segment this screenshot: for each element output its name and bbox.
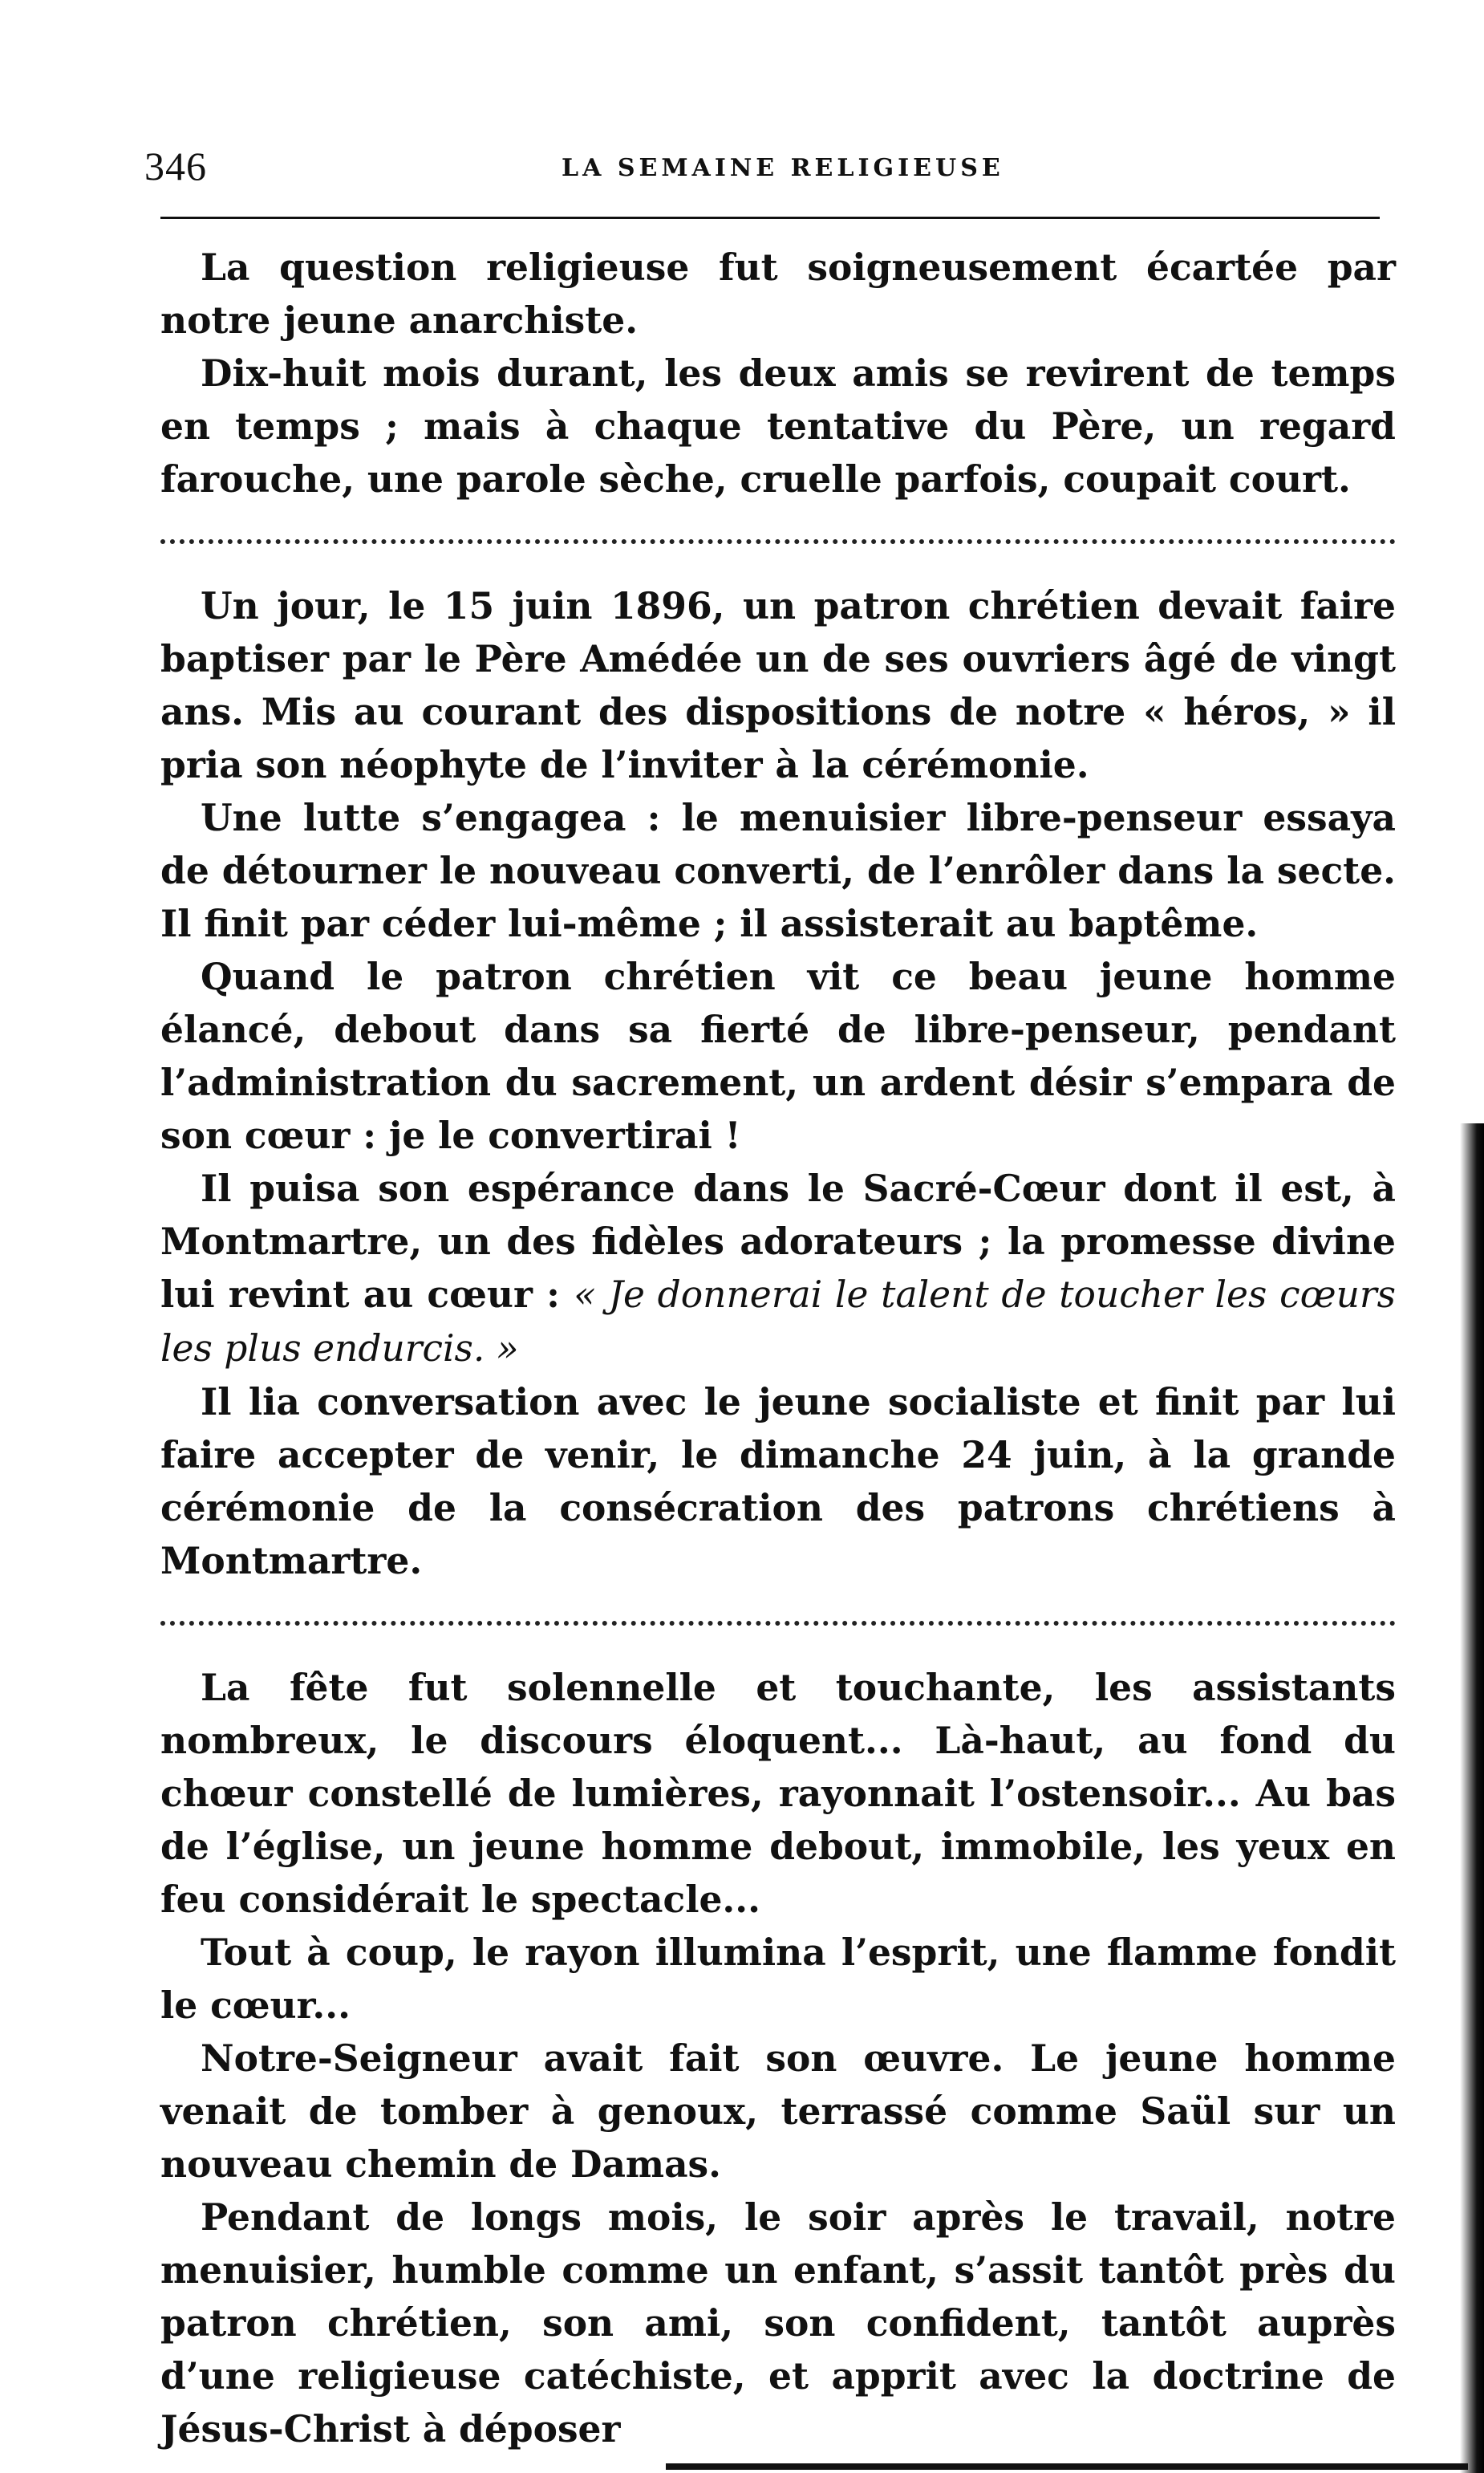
- paragraph-1: La question religieuse fut soigneusement écartée par notre jeune anarchiste.: [160, 246, 1396, 342]
- paragraph-7: Il lia conversation avec le jeune socialiste et finit par lui faire accepter de venir, le dimanche 24 juin, à la grande cérémonie de la consécration des patrons chrétiens à Montmartre.: [160, 1380, 1396, 1582]
- page-header: [144, 143, 1396, 199]
- paragraph-8: La fête fut solennelle et touchante, les assistants nombreux, le discours éloquent... Là-haut, au fond du chœur constellé de lumières, rayonnait l’ostensoir... Au bas de l’église, un jeune homme debout, immobile, les yeux en feu considérait le spectacle...: [160, 1666, 1396, 1921]
- running-title: LA SEMAINE RELIGIEUSE: [562, 154, 1004, 182]
- body-text: [160, 241, 1396, 2455]
- bottom-edge: [666, 2463, 1468, 2470]
- paragraph-5: Quand le patron chrétien vit ce beau jeune homme élancé, debout dans sa fierté de libre-penseur, pendant l’administration du sacrement, un ardent désir s’empara de son cœur : je le convertirai !: [160, 955, 1396, 1157]
- sacred-heart-quote: « Je donnerai le talent de toucher les cœurs les plus endurcis. »: [160, 1273, 1396, 1370]
- paragraph-11: Pendant de longs mois, le soir après le travail, notre menuisier, humble comme un enfant, s’assit tantôt près du patron chrétien, son ami, son confident, tantôt auprès d’une religieuse catéchiste, et apprit avec la doctrine de Jésus-Christ à déposer: [160, 2195, 1396, 2451]
- header-rule: [160, 217, 1380, 219]
- paragraph-6: [160, 1162, 1396, 1375]
- dotted-separator: [160, 1592, 1396, 1645]
- paragraph-4: Une lutte s’engagea : le menuisier libre-penseur essaya de détourner le nouveau converti, de l’enrôler dans la secte. Il finit par céder lui-même ; il assisterait au baptême.: [160, 796, 1396, 945]
- paragraph-6-text: Il puisa son espérance dans le Sacré-Cœur dont il est, à Montmartre, un des fidèles adorateurs ; la promesse divine lui revint au cœur :: [160, 1167, 1396, 1316]
- page-edge-shadow: [1460, 1123, 1484, 2473]
- paragraph-2: Dix-huit mois durant, les deux amis se revirent de temps en temps ; mais à chaque tentative du Père, un regard farouche, une parole sèche, cruelle parfois, coupait court.: [160, 351, 1396, 501]
- paragraph-10: Notre-Seigneur avait fait son œuvre. Le jeune homme venait de tomber à genoux, terrassé comme Saül sur un nouveau chemin de Damas.: [160, 2036, 1396, 2186]
- paragraph-3: Un jour, le 15 juin 1896, un patron chrétien devait faire baptiser par le Père Amédée un de ses ouvriers âgé de vingt ans. Mis au courant des dispositions de notre « héros, » il pria son néophyte de l’inviter à la cérémonie.: [160, 584, 1396, 786]
- page-number: 346: [144, 144, 207, 189]
- paragraph-9: Tout à coup, le rayon illumina l’esprit, une flamme fondit le cœur...: [160, 1931, 1396, 2027]
- dotted-separator: [160, 510, 1396, 563]
